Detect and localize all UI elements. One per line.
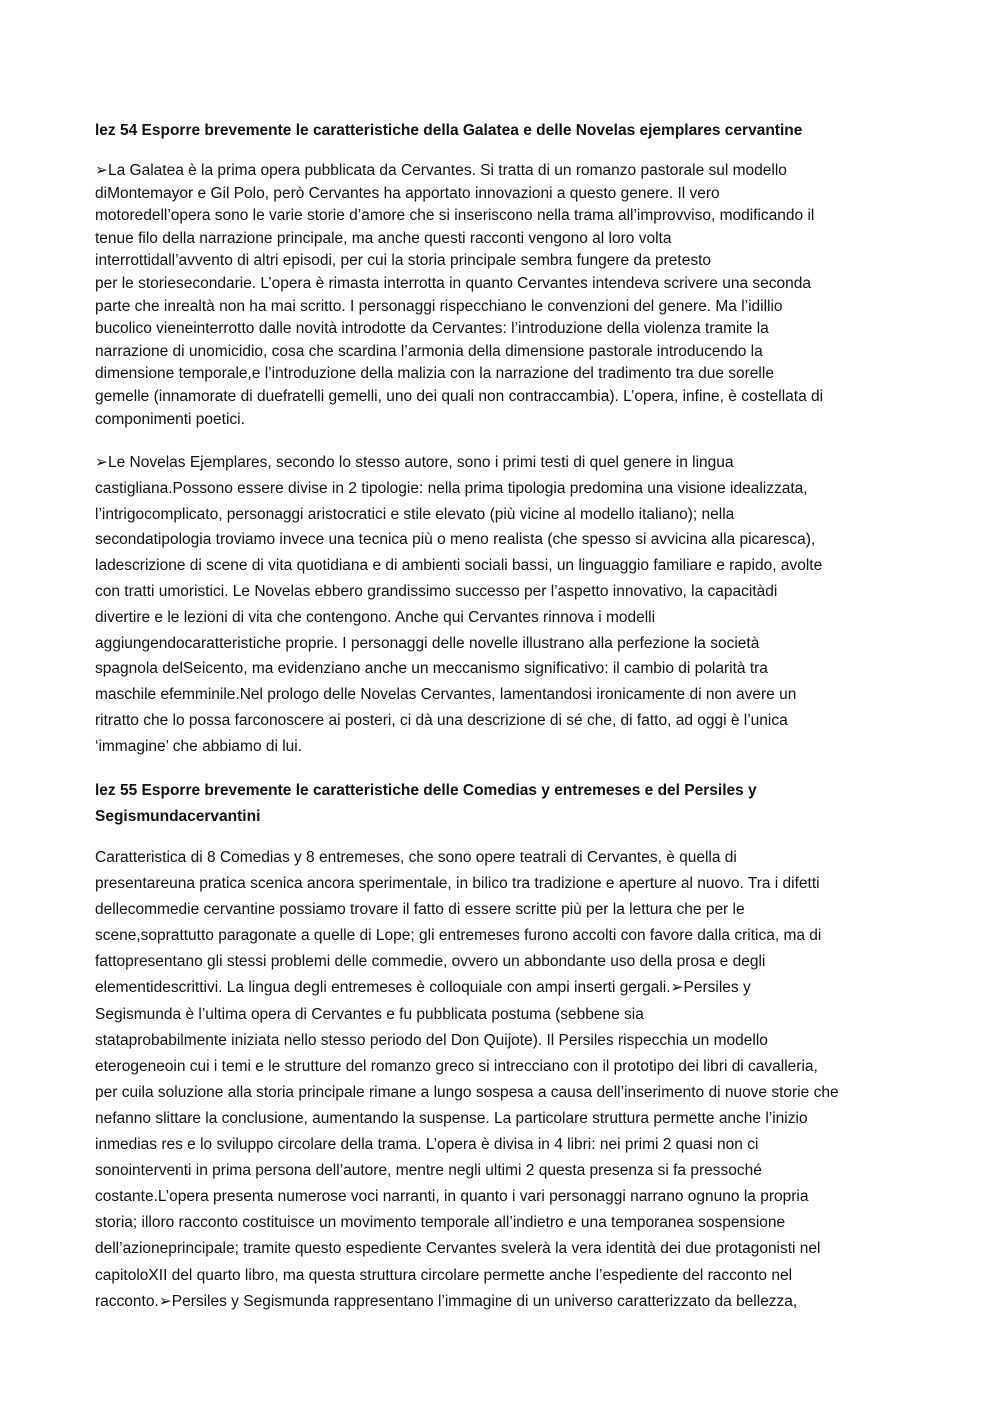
paragraph-line: presentareuna pratica scenica ancora sperimentale, in bilico tra tradizione e aperture al nuovo. Tra i difetti (95, 875, 820, 893)
paragraph-line: interrottidall’avvento di altri episodi, per cui la storia principale sembra fungere da pretesto (95, 252, 712, 270)
paragraph-line: componimenti poetici. (95, 410, 245, 428)
paragraph-line: l’intrigocomplicato, personaggi aristocratici e stile elevato (più vicine al modello italiano); nella (95, 505, 735, 523)
paragraph-line: inmedias res e lo sviluppo circolare della trama. L’opera è divisa in 4 libri: nei primi 2 quasi non ci (95, 1136, 759, 1154)
paragraph-line: dellecommedie cervantine possiamo trovare il fatto di essere scritte più per la lettura che per le (95, 901, 745, 919)
paragraph-line: tenue filo della narrazione principale, ma anche questi racconti vengono al loro volta (95, 229, 672, 247)
paragraph-line: fattopresentano gli stessi problemi delle commedie, ovvero un abbondante uso della prosa e degli (95, 953, 766, 971)
paragraph-galatea (95, 160, 905, 431)
paragraph-line: con tratti umoristici. Le Novelas ebbero grandissimo successo per l’aspetto innovativo, la capacitàdi (95, 582, 778, 600)
paragraph-line: ladescrizione di scene di vita quotidiana e di ambienti sociali bassi, un linguaggio familiare e rapido, avolte (95, 557, 823, 575)
paragraph-line: motoredell’opera sono le varie storie d’amore che si inseriscono nella trama all’improvviso, modificando il (95, 207, 815, 225)
paragraph-line: dell’azioneprincipale; tramite questo espediente Cervantes svelerà la vera identità dei due protagonisti nel (95, 1240, 821, 1258)
paragraph-line: per le storiesecondarie. L’opera è rimasta interrotta in quanto Cervantes intendeva scrivere una seconda (95, 274, 811, 292)
paragraph-line: maschile efemminile.Nel prologo delle Novelas Cervantes, lamentandosi ironicamente di non avere un (95, 686, 797, 704)
paragraph-line: castigliana.Possono essere divise in 2 tipologie: nella prima tipologia predomina una visione idealizzata, (95, 479, 808, 497)
paragraph-novelas-ejemplares (95, 450, 905, 760)
section-heading-lez-55 (95, 778, 905, 830)
paragraph-line: elementidescrittivi. La lingua degli entremeses è colloquiale con ampi inserti gergali.➢Persiles y (95, 979, 751, 997)
section-heading-lez-54 (95, 118, 905, 144)
paragraph-line: stataprobabilmente iniziata nello stesso periodo del Don Quijote). Il Persiles rispecchia un modello (95, 1031, 768, 1049)
paragraph-line: narrazione di unomicidio, cosa che scardina l’armonia della dimensione pastorale introducendo la (95, 342, 763, 360)
paragraph-line: divertire e le lezioni di vita che contengono. Anche qui Cervantes rinnova i modelli (95, 608, 656, 626)
paragraph-line: ➢La Galatea è la prima opera pubblicata da Cervantes. Si tratta di un romanzo pastorale sul modello (95, 162, 787, 179)
heading-line: lez 54 Esporre brevemente le caratteristiche della Galatea e delle Novelas ejemplares cervantine (95, 122, 803, 139)
paragraph-line: sonointerventi in prima persona dell’autore, mentre negli ultimi 2 questa presenza si fa pressoché (95, 1162, 762, 1180)
paragraph-comedias-persiles (95, 845, 905, 1315)
paragraph-line: Caratteristica di 8 Comedias y 8 entremeses, che sono opere teatrali di Cervantes, è quella di (95, 849, 737, 866)
paragraph-line: costante.L’opera presenta numerose voci narranti, in quanto i vari personaggi narrano ognuno la propria (95, 1188, 809, 1206)
heading-line: lez 55 Esporre brevemente le caratteristiche delle Comedias y entremeses e del Persiles y (95, 782, 757, 799)
paragraph-line: nefanno slittare la conclusione, aumentando la suspense. La particolare struttura permette anche l’inizio (95, 1109, 808, 1127)
heading-line: Segismundacervantini (95, 808, 261, 825)
paragraph-line: Segismunda è l’ultima opera di Cervantes e fu pubblicata postuma (sebbene sia (95, 1005, 644, 1023)
paragraph-line: dimensione temporale,e l’introduzione della malizia con la narrazione del tradimento tra due sorelle (95, 365, 774, 383)
paragraph-line: ‘immagine’ che abbiamo di lui. (95, 737, 303, 755)
paragraph-line: gemelle (innamorate di duefratelli gemelli, uno dei quali non contraccambia). L’opera, infine, è costellata di (95, 387, 824, 405)
paragraph-line: eterogeneoin cui i temi e le strutture del romanzo greco si intrecciano con il prototipo dei libri di cavalleria, (95, 1057, 818, 1075)
paragraph-line: bucolico vieneinterrotto dalle novità introdotte da Cervantes: l’introduzione della violenza tramite la (95, 320, 769, 338)
paragraph-line: ➢Le Novelas Ejemplares, secondo lo stesso autore, sono i primi testi di quel genere in lingua (95, 454, 734, 471)
paragraph-line: storia; illoro racconto costituisce un movimento temporale all’indietro e una temporanea sospensione (95, 1214, 786, 1232)
paragraph-line: aggiungendocaratteristiche proprie. I personaggi delle novelle illustrano alla perfezione la società (95, 634, 760, 652)
paragraph-line: capitoloXII del quarto libro, ma questa struttura circolare permette anche l’espediente del racconto nel (95, 1266, 793, 1284)
paragraph-line: scene,soprattutto paragonate a quelle di Lope; gli entremeses furono accolti con favore dalla critica, ma di (95, 927, 822, 945)
paragraph-line: per cuila soluzione alla storia principale rimane a lungo sospesa a causa dell’inserimento di nuove storie che (95, 1083, 839, 1101)
paragraph-line: secondatipologia troviamo invece una tecnica più o meno realista (che spesso si avvicina alla picaresca), (95, 531, 816, 549)
paragraph-line: spagnola delSeicento, ma evidenziano anche un meccanismo significativo: il cambio di polarità tra (95, 660, 768, 678)
paragraph-line: racconto.➢Persiles y Segismunda rappresentano l’immagine di un universo caratterizzato da bellezza, (95, 1292, 798, 1310)
paragraph-line: parte che inrealtà non ha mai scritto. I personaggi rispecchiano le convenzioni del genere. Ma l’idillio (95, 297, 783, 315)
paragraph-line: diMontemayor e Gil Polo, però Cervantes ha apportato innovazioni a questo genere. Il vero (95, 184, 720, 202)
paragraph-line: ritratto che lo possa farconoscere ai posteri, ci dà una descrizione di sé che, di fatto, ad oggi è l’unica (95, 711, 788, 729)
